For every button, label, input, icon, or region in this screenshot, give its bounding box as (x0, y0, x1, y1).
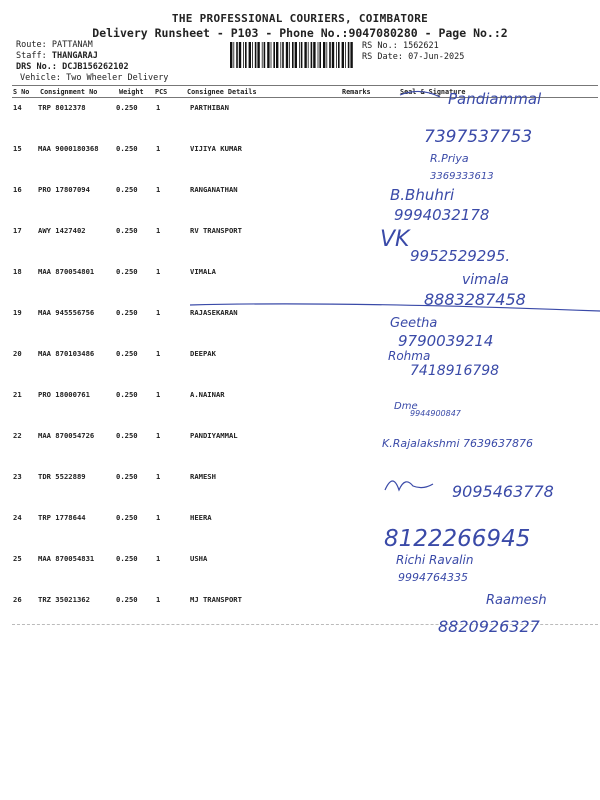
drs-label: DRS No.: (16, 62, 57, 72)
signature-text: vimala (462, 272, 509, 288)
weight-cell: 0.250 (116, 595, 138, 604)
barcode-bar (245, 42, 247, 68)
barcode-bar (295, 42, 297, 68)
signature-text: VK (380, 227, 410, 252)
table-row (0, 103, 600, 144)
consignment-cell: PRO 18000761 (38, 390, 90, 399)
barcode-bar (255, 42, 257, 68)
consignment-cell: MAA 870054801 (38, 267, 95, 276)
signature-text: Pandiammal (448, 90, 542, 108)
barcode-bar (276, 42, 278, 68)
sno-cell: 19 (13, 308, 22, 317)
table-row (0, 431, 600, 472)
signature-text: 9095463778 (452, 482, 554, 501)
staff-label: Staff: (16, 51, 47, 61)
vehicle-label: Vehicle: (20, 73, 61, 83)
barcode-bar (262, 42, 263, 68)
consignee-cell: A.NAINAR (190, 390, 225, 399)
pcs-cell: 1 (156, 308, 161, 317)
weight-cell: 0.250 (116, 267, 138, 276)
barcode-bar (348, 42, 350, 68)
pcs-cell: 1 (156, 513, 161, 522)
signature-text: 9952529295. (410, 247, 511, 265)
col-header-sno: S No (13, 88, 30, 96)
barcode-bar (249, 42, 251, 68)
barcode-bar (326, 42, 327, 68)
barcode-bar (257, 42, 259, 68)
weight-cell: 0.250 (116, 390, 138, 399)
consignment-cell: TDR 5522889 (38, 472, 86, 481)
barcode-bar (342, 42, 344, 68)
consignment-cell: MAA 870054831 (38, 554, 95, 563)
barcode-bar (289, 42, 290, 68)
header-bottom-rule (12, 97, 598, 98)
col-header-consignee: Consignee Details (187, 88, 257, 96)
rs-date-field (362, 52, 464, 62)
route-label: Route: (16, 40, 47, 50)
pcs-cell: 1 (156, 431, 161, 440)
pcs-cell: 1 (156, 144, 161, 153)
pcs-cell: 1 (156, 103, 161, 112)
table-row (0, 554, 600, 595)
barcode-bar (239, 42, 241, 68)
sno-cell: 21 (13, 390, 22, 399)
signature-text: K.Rajalakshmi 7639637876 (382, 437, 534, 450)
signature-text: 7397537753 (424, 127, 533, 147)
col-header-consignment: Consignment No (40, 88, 98, 96)
barcode-bar (345, 42, 346, 68)
sno-cell: 16 (13, 185, 22, 194)
drs-field (16, 62, 129, 72)
staff-field (16, 51, 98, 61)
rs-no-value: 1562621 (402, 41, 439, 51)
staff-value: THANGARAJ (51, 51, 98, 61)
weight-cell: 0.250 (116, 226, 138, 235)
pcs-cell: 1 (156, 472, 161, 481)
barcode-bar (301, 42, 303, 68)
col-header-seal: Seal & Signature (400, 88, 466, 96)
signature-text: 8122266945 (384, 526, 531, 552)
barcode-bar (236, 42, 238, 68)
table-end-rule (12, 624, 598, 625)
consignee-cell: DEEPAK (190, 349, 216, 358)
barcode-bar (267, 42, 269, 68)
barcode-bar (233, 42, 234, 68)
consignee-cell: USHA (190, 554, 208, 563)
weight-cell: 0.250 (116, 349, 138, 358)
table-row (0, 349, 600, 390)
vehicle-value: Two Wheeler Delivery (66, 73, 169, 83)
barcode-bar (338, 42, 340, 68)
consignee-cell: RAJASEKARAN (190, 308, 238, 317)
table-row (0, 308, 600, 349)
sno-cell: 22 (13, 431, 22, 440)
signature-text: Raamesh (486, 593, 547, 608)
signature-text: 3369333613 (430, 171, 494, 182)
weight-cell: 0.250 (116, 472, 138, 481)
consignment-cell: TRP 8012378 (38, 103, 86, 112)
pcs-cell: 1 (156, 595, 161, 604)
document-title: THE PROFESSIONAL COURIERS, COIMBATORE (171, 12, 429, 25)
barcode-bar (323, 42, 325, 68)
sno-cell: 14 (13, 103, 22, 112)
route-value: PATTANAM (51, 40, 93, 50)
weight-cell: 0.250 (116, 144, 138, 153)
barcode-bar (311, 42, 313, 68)
drs-value: DCJB156262102 (62, 62, 129, 72)
barcode-bar (292, 42, 294, 68)
weight-cell: 0.250 (116, 185, 138, 194)
consignment-cell: TRZ 35021362 (38, 595, 90, 604)
barcode-bar (273, 42, 275, 68)
col-header-pcs: PCS (155, 88, 168, 96)
consignment-cell: TRP 1778644 (38, 513, 86, 522)
table-row (0, 226, 600, 267)
signature-text: B.Bhuhri (390, 186, 455, 204)
signature-text: 7418916798 (410, 363, 500, 379)
barcode-bar (299, 42, 300, 68)
sno-cell: 24 (13, 513, 22, 522)
consignee-cell: PARTHIBAN (190, 103, 229, 112)
consignee-cell: VIMALA (190, 267, 216, 276)
barcode-bar (243, 42, 244, 68)
consignment-cell: AWY 1427402 (38, 226, 86, 235)
route-field (16, 40, 93, 50)
col-header-weight: Weight (119, 88, 144, 96)
sno-cell: 15 (13, 144, 22, 153)
pcs-cell: 1 (156, 390, 161, 399)
consignment-cell: MAA 945556756 (38, 308, 95, 317)
barcode-bar (319, 42, 321, 68)
col-header-remarks: Remarks (342, 88, 371, 96)
sno-cell: 20 (13, 349, 22, 358)
sno-cell: 23 (13, 472, 22, 481)
vehicle-field (20, 73, 168, 83)
rs-no-label: RS No.: (362, 41, 398, 51)
barcode-bar (304, 42, 306, 68)
sno-cell: 25 (13, 554, 22, 563)
consignee-cell: RAMESH (190, 472, 216, 481)
consignment-cell: PRO 17807094 (38, 185, 90, 194)
consignment-cell: MAA 870054726 (38, 431, 95, 440)
consignee-cell: MJ TRANSPORT (190, 595, 242, 604)
barcode-bar (264, 42, 266, 68)
signature-text: Rohma (388, 349, 431, 363)
barcode-bar (286, 42, 288, 68)
rs-no-field (362, 41, 439, 51)
signature-text: 9994764335 (398, 571, 468, 584)
barcode-bar (313, 42, 315, 68)
consignee-cell: RV TRANSPORT (190, 226, 242, 235)
sno-cell: 26 (13, 595, 22, 604)
weight-cell: 0.250 (116, 513, 138, 522)
table-row (0, 267, 600, 308)
barcode-bar (280, 42, 281, 68)
weight-cell: 0.250 (116, 308, 138, 317)
barcode-bar (230, 42, 232, 68)
barcode-bar (350, 42, 352, 68)
pcs-cell: 1 (156, 185, 161, 194)
rs-date-value: 07-Jun-2025 (408, 52, 465, 62)
rs-date-label: RS Date: (362, 52, 403, 62)
barcode-bar (336, 42, 337, 68)
barcode-bar (271, 42, 272, 68)
consignee-cell: HEERA (190, 513, 212, 522)
weight-cell: 0.250 (116, 103, 138, 112)
barcode-bar (332, 42, 334, 68)
signature-text: 8820926327 (438, 617, 540, 636)
consignment-cell: MAA 870103486 (38, 349, 95, 358)
consignee-cell: RANGANATHAN (190, 185, 238, 194)
signature-text: R.Priya (430, 152, 469, 165)
consignee-cell: VIJIYA KUMAR (190, 144, 242, 153)
sno-cell: 17 (13, 226, 22, 235)
signature-text: 9994032178 (394, 206, 490, 224)
table-row (0, 390, 600, 431)
table-row (0, 144, 600, 185)
header-top-rule (12, 85, 598, 86)
table-row (0, 185, 600, 226)
sno-cell: 18 (13, 267, 22, 276)
barcode-bar (282, 42, 284, 68)
table-row (0, 595, 600, 636)
pcs-cell: 1 (156, 554, 161, 563)
barcode-bar (329, 42, 331, 68)
weight-cell: 0.250 (116, 554, 138, 563)
barcode-bar (318, 42, 319, 68)
barcode (230, 42, 354, 68)
weight-cell: 0.250 (116, 431, 138, 440)
signature-text: Geetha (390, 316, 438, 331)
table-row (0, 472, 600, 513)
consignment-cell: MAA 9000180368 (38, 144, 99, 153)
table-row (0, 513, 600, 554)
signature-text: Dme (394, 401, 418, 412)
signature-text: 9944900847 (410, 409, 461, 418)
signature-text: Richi Ravalin (396, 553, 474, 567)
pcs-cell: 1 (156, 349, 161, 358)
barcode-bar (252, 42, 253, 68)
consignee-cell: PANDIYAMMAL (190, 431, 238, 440)
signature-text: 8883287458 (424, 290, 526, 309)
document-subtitle: Delivery Runsheet - P103 - Phone No.:9047080280 - Page No.:2 (92, 26, 508, 40)
signature-text: 9790039214 (398, 332, 494, 350)
pcs-cell: 1 (156, 226, 161, 235)
barcode-bar (308, 42, 309, 68)
pcs-cell: 1 (156, 267, 161, 276)
